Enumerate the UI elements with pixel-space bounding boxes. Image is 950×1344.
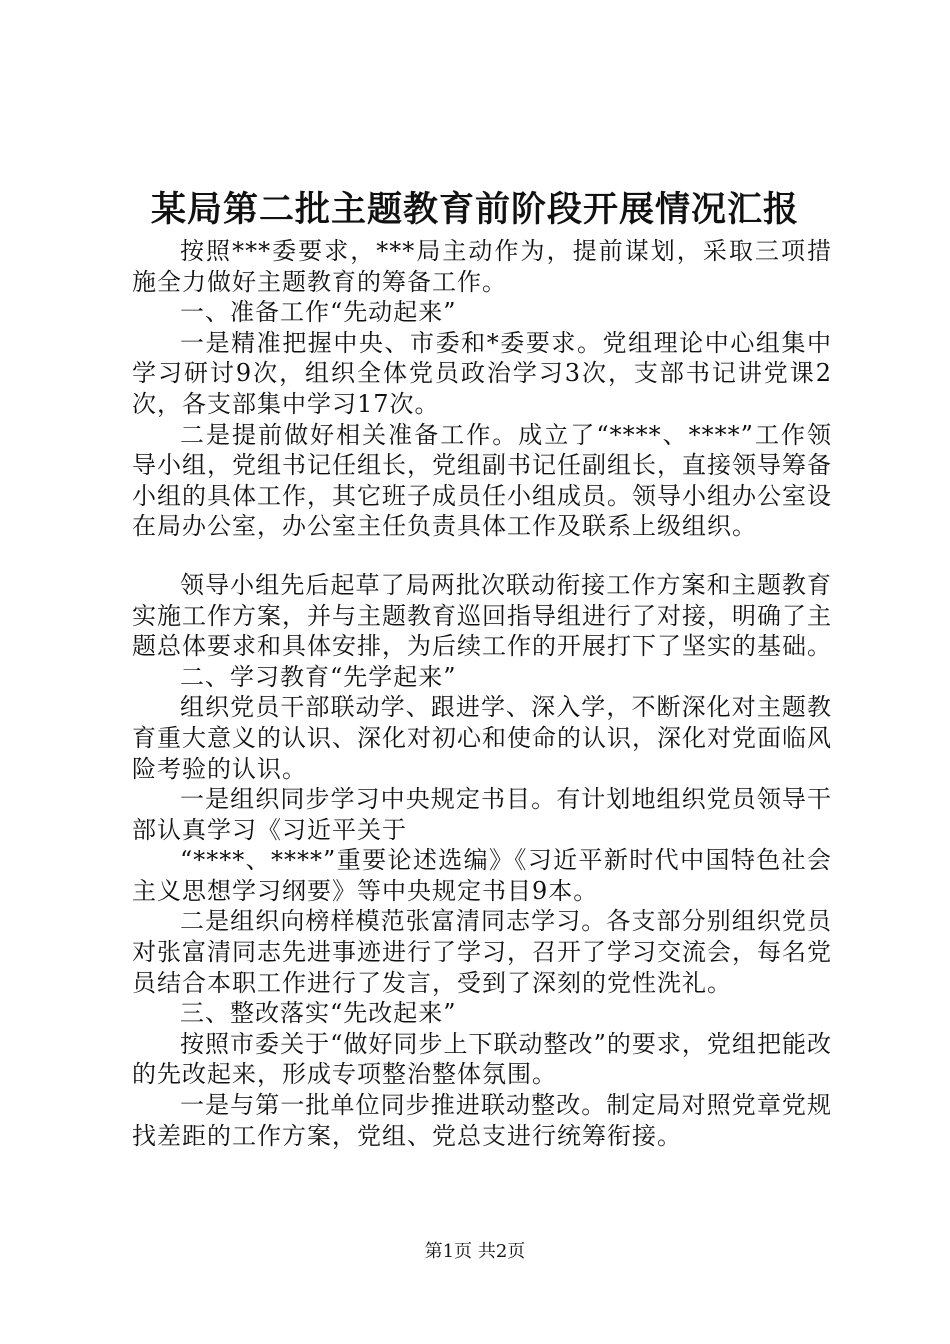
page-number-footer: 第1页 共2页 bbox=[424, 1241, 526, 1262]
section-heading-2: 二、学习教育“先学起来” bbox=[180, 662, 457, 691]
paragraph: “****、****”重要论述选编》《习近平新时代中国特色社会主义思想学习纲要》等中央规定书目9本。 bbox=[132, 846, 832, 905]
section-heading-3: 三、整改落实“先改起来” bbox=[180, 999, 457, 1028]
paragraph: 按照市委关于“做好同步上下联动整改”的要求，党组把能改的先改起来，形成专项整治整体氛围。 bbox=[132, 1029, 832, 1089]
paragraph: 一是与第一批单位同步推进联动整改。制定局对照党章党规找差距的工作方案，党组、党总支进行统筹衔接。 bbox=[132, 1091, 832, 1150]
paragraph: 二是组织向榜样模范张富清同志学习。各支部分别组织党员对张富清同志先进事迹进行了学习，召开了学习交流会，每名党员结合本职工作进行了发言，受到了深刻的党性洗礼。 bbox=[132, 907, 832, 997]
paragraph-intro: 按照***委要求，***局主动作为，提前谋划，采取三项措施全力做好主题教育的筹备工作。 bbox=[132, 237, 832, 296]
section-heading-1: 一、准备工作“先动起来” bbox=[180, 298, 457, 327]
paragraph: 一是精准把握中央、市委和*委要求。党组理论中心组集中学习研讨9次，组织全体党员政治学习3次，支部书记讲党课2次，各支部集中学习17次。 bbox=[132, 328, 832, 418]
paragraph: 组织党员干部联动学、跟进学、深入学，不断深化对主题教育重大意义的认识、深化对初心和使命的认识，深化对党面临风险考验的认识。 bbox=[132, 693, 832, 783]
paragraph: 一是组织同步学习中央规定书目。有计划地组织党员领导干部认真学习《习近平关于 bbox=[132, 785, 832, 844]
paragraph: 二是提前做好相关准备工作。成立了“****、****”工作领导小组，党组书记任组长，党组副书记任副组长，直接领导筹备小组的具体工作，其它班子成员任小组成员。领导小组办公室设在局办公室，办公室主任负责具体工作及联系上级组织。 bbox=[132, 420, 832, 541]
document-body bbox=[132, 236, 832, 1151]
document-title: 某局第二批主题教育前阶段开展情况汇报 bbox=[150, 189, 799, 230]
paragraph: 领导小组先后起草了局两批次联动衔接工作方案和主题教育实施工作方案，并与主题教育巡回指导组进行了对接，明确了主题总体要求和具体安排，为后续工作的开展打下了坚实的基础。 bbox=[132, 570, 832, 661]
